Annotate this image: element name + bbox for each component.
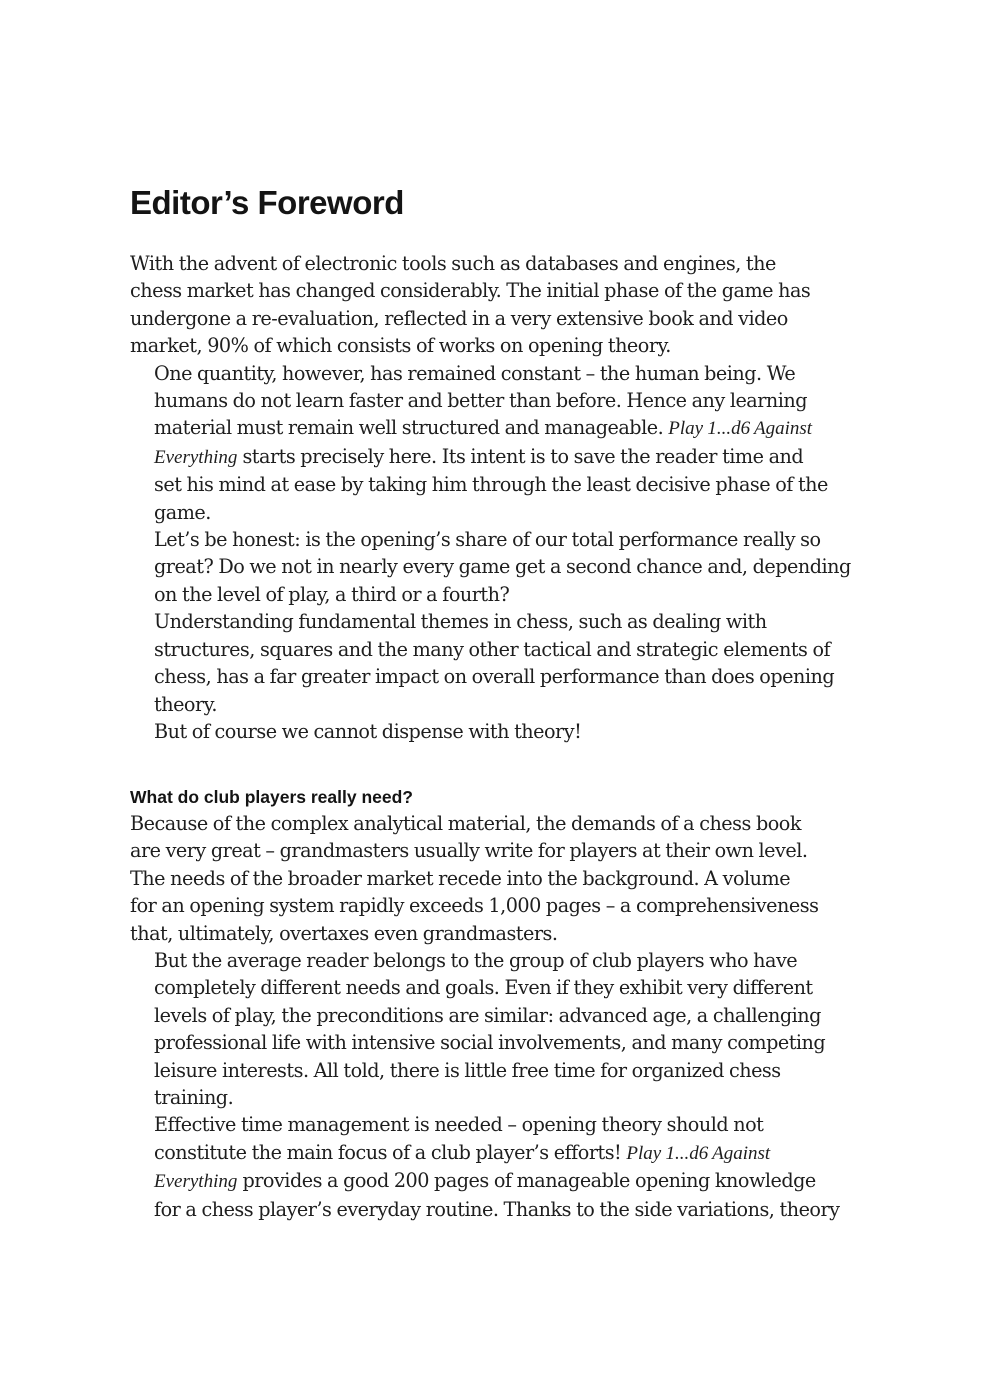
book-title-italic: Play 1...d6 Against xyxy=(626,1142,771,1164)
text-line: levels of play, the preconditions are similar: advanced age, a challenging xyxy=(154,1003,821,1027)
club-players-section xyxy=(130,810,865,1223)
text-line: for a chess player’s everyday routine. Thanks to the side variations, theory xyxy=(154,1197,840,1221)
text-line: humans do not learn faster and better than before. Hence any learning xyxy=(154,389,808,413)
text-line: market, 90% of which consists of works on opening theory. xyxy=(130,334,671,358)
text-line xyxy=(130,1139,865,1167)
text-line: game. xyxy=(154,500,211,524)
text-line: Because of the complex analytical material, the demands of a chess book xyxy=(130,812,801,835)
paragraph xyxy=(130,1111,865,1223)
text-line: One quantity, however, has remained constant – the human being. We xyxy=(154,361,796,385)
text-line xyxy=(130,1167,865,1195)
text-line: With the advent of electronic tools such as databases and engines, the xyxy=(130,252,776,275)
text-line: great? Do we not in nearly every game get a second chance and, depending xyxy=(154,555,851,579)
text-line: The needs of the broader market recede into the background. A volume xyxy=(130,866,791,890)
text-line: structures, squares and the many other tactical and strategic elements of xyxy=(154,637,831,661)
text-line: leisure interests. All told, there is little free time for organized chess xyxy=(154,1058,781,1082)
page-title: Editor’s Foreword xyxy=(130,184,404,221)
text-run: constitute the main focus of a club player’s efforts! xyxy=(154,1140,627,1164)
paragraph xyxy=(130,608,865,718)
book-title-italic: Everything xyxy=(154,1171,238,1193)
text-line: Understanding fundamental themes in chess, such as dealing with xyxy=(154,610,767,634)
text-line: completely different needs and goals. Even if they exhibit very different xyxy=(154,976,813,1000)
section-heading: What do club players really need? xyxy=(130,787,413,807)
paragraph xyxy=(130,947,865,1111)
book-title-italic: Play 1...d6 Against xyxy=(668,418,813,440)
text-line: But of course we cannot dispense with theory! xyxy=(154,719,582,743)
text-line: set his mind at ease by taking him through the least decisive phase of the xyxy=(154,473,828,497)
text-run: material must remain well structured and manageable. xyxy=(154,416,669,440)
text-run: starts precisely here. Its intent is to save the reader time and xyxy=(237,444,804,468)
text-line xyxy=(130,414,865,442)
text-line: are very great – grandmasters usually write for players at their own level. xyxy=(130,839,808,863)
text-line: training. xyxy=(154,1086,234,1110)
paragraph xyxy=(130,250,865,360)
paragraph xyxy=(130,360,865,526)
paragraph xyxy=(130,718,865,745)
text-line: chess, has a far greater impact on overall performance than does opening xyxy=(154,665,835,689)
text-line: that, ultimately, overtaxes even grandmasters. xyxy=(130,921,558,945)
text-line: Effective time management is needed – opening theory should not xyxy=(154,1113,764,1137)
text-line: But the average reader belongs to the group of club players who have xyxy=(154,949,798,973)
text-line: on the level of play, a third or a fourth? xyxy=(154,582,510,606)
text-line: professional life with intensive social involvements, and many competing xyxy=(154,1031,826,1055)
text-line: chess market has changed considerably. The initial phase of the game has xyxy=(130,279,811,303)
text-line: for an opening system rapidly exceeds 1,000 pages – a comprehensiveness xyxy=(130,894,819,918)
text-line: undergone a re-evaluation, reflected in a very extensive book and video xyxy=(130,306,788,330)
paragraph xyxy=(130,810,865,947)
text-line xyxy=(130,443,865,471)
text-run: provides a good 200 pages of manageable opening knowledge xyxy=(237,1169,816,1193)
text-line: Let’s be honest: is the opening’s share of our total performance really so xyxy=(154,528,821,552)
foreword-section xyxy=(130,250,865,745)
book-title-italic: Everything xyxy=(154,446,238,468)
text-line: theory. xyxy=(154,692,218,716)
paragraph xyxy=(130,526,865,608)
